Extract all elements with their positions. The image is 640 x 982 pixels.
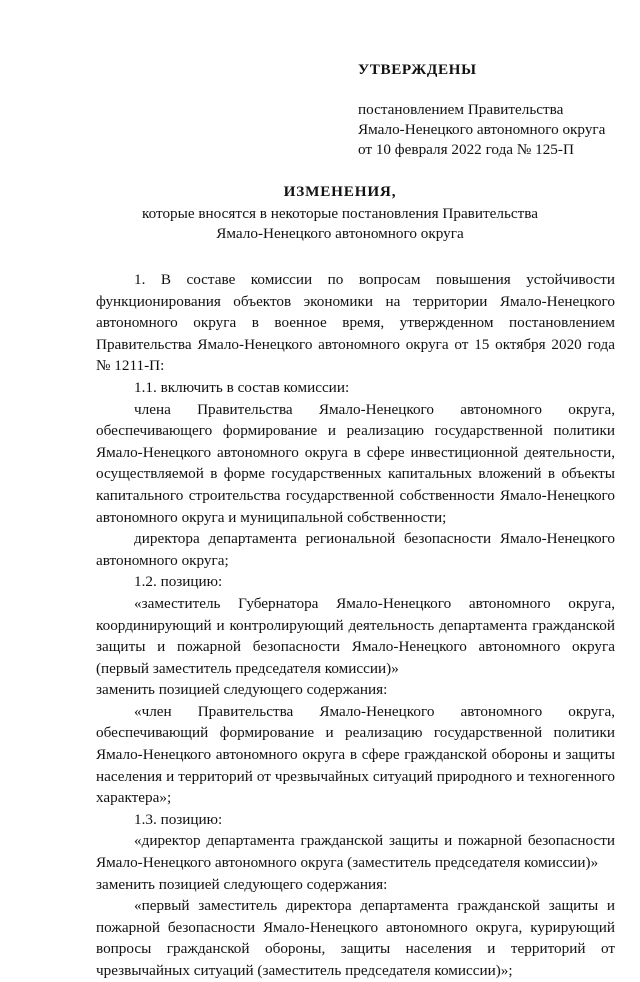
body-paragraph: «член Правительства Ямало-Ненецкого автономного округа, обеспечивающий формирование и реализацию государственной политики Ямало-Ненецкого автономного округа в сфере гражданской обороны и защиты населения и территорий от чрезвычайных ситуаций природного и техногенного характера»; [96, 702, 615, 807]
document-subtitle-line: которые вносятся в некоторые постановления Правительства [142, 205, 538, 222]
approval-heading: УТВЕРЖДЕНЫ [358, 61, 477, 78]
approval-block [358, 60, 628, 160]
title-block [90, 182, 590, 244]
body-paragraph: 1.2. позицию: [134, 573, 223, 591]
body-paragraph: директора департамента региональной безопасности Ямало-Ненецкого автономного округа; [96, 530, 615, 569]
body-paragraph: заменить позицией следующего содержания: [96, 875, 388, 893]
approval-line: постановлением Правительства [358, 101, 564, 118]
body-paragraph: заменить позицией следующего содержания: [96, 681, 388, 699]
body-paragraph: 1.1. включить в состав комиссии: [134, 378, 350, 396]
document-subtitle-line: Ямало-Ненецкого автономного округа [216, 225, 464, 242]
approval-line: Ямало-Ненецкого автономного округа [358, 121, 606, 138]
approval-line: от 10 февраля 2022 года № 125-П [358, 141, 574, 158]
document-body [96, 269, 615, 982]
body-paragraph: 1. В составе комиссии по вопросам повышения устойчивости функционирования объектов экономики на территории Ямало-Ненецкого автономного округа в военное время, утвержденном постановлением Правительства Ямало-Ненецкого автономного округа от 15 октября 2020 года № 1211-П: [96, 271, 615, 375]
body-paragraph: члена Правительства Ямало-Ненецкого автономного округа, обеспечивающего формирование и реализацию государственной политики Ямало-Ненецкого автономного округа в сфере инвестиционной деятельности, осуществляемой в форме государственных капитальных вложений в объекты капитального строительства государственной собственности Ямало-Ненецкого автономного округа и муниципальной собственности; [96, 400, 615, 526]
body-paragraph: 1.3. позицию: [134, 810, 223, 828]
body-paragraph: «заместитель Губернатора Ямало-Ненецкого автономного округа, координирующий и контролирующий деятельность департамента гражданской защиты и пожарной безопасности Ямало-Ненецкого автономного округа (первый заместитель председателя комиссии)» [96, 594, 615, 677]
document-title: ИЗМЕНЕНИЯ, [283, 183, 397, 200]
body-paragraph: «директор департамента гражданской защиты и пожарной безопасности Ямало-Ненецкого автономного округа (заместитель председателя комиссии)» [96, 832, 615, 872]
body-paragraph: «первый заместитель директора департамента гражданской защиты и пожарной безопасности Ямало-Ненецкого автономного округа, курирующий вопросы гражданской обороны, защиты населения и территорий от чрезвычайных ситуаций (заместитель председателя комиссии)»; [96, 897, 615, 979]
